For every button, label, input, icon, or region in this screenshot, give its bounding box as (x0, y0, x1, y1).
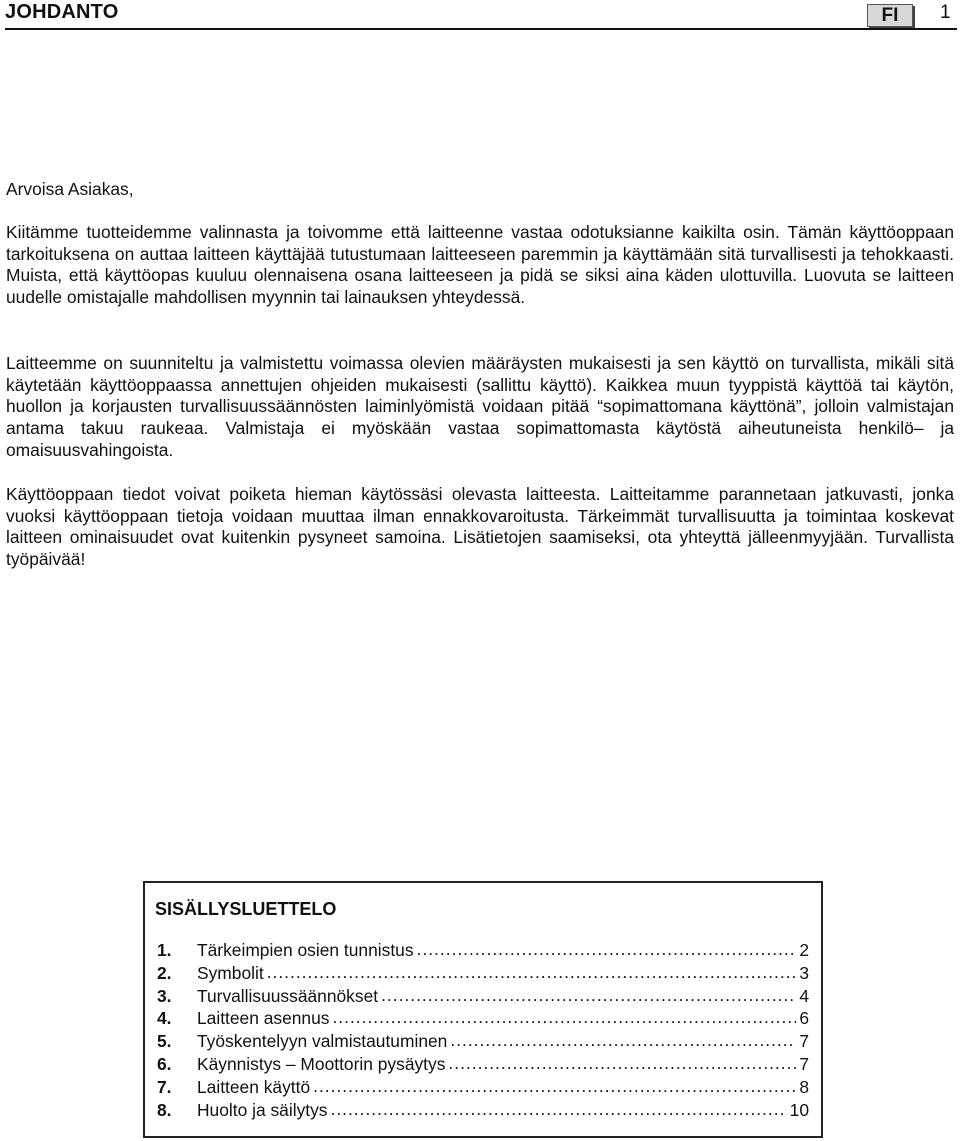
page-number: 1 (940, 2, 951, 23)
toc-item-page: 7 (799, 1053, 809, 1074)
toc-item-page: 2 (799, 940, 809, 960)
page-header (0, 0, 960, 34)
toc-item (157, 1031, 809, 1054)
toc-item-page: 3 (799, 962, 809, 983)
toc-item-page: 8 (799, 1076, 809, 1097)
toc-leader-dots (450, 1030, 796, 1051)
salutation: Arvoisa Asiakas, (6, 179, 134, 199)
toc-item-number: 3. (157, 985, 172, 1006)
toc-item-label: Laitteen käyttö (197, 1076, 311, 1097)
toc-item-page: 7 (799, 1031, 809, 1052)
toc-item-number: 2. (157, 962, 172, 983)
toc-item (157, 940, 809, 963)
toc-item (157, 986, 809, 1009)
toc-item (157, 1077, 809, 1100)
toc-leader-dots (448, 1053, 796, 1074)
toc-item-number: 7. (157, 1076, 172, 1097)
toc-item-page: 6 (799, 1008, 809, 1029)
toc-leader-dots (417, 939, 797, 960)
toc-item-number: 5. (157, 1031, 172, 1052)
language-badge: FI (867, 4, 913, 27)
toc-item-page: 4 (799, 985, 809, 1006)
toc-item-number: 8. (157, 1099, 172, 1120)
toc-item (157, 1054, 809, 1077)
intro-paragraph: Kiitämme tuotteidemme valinnasta ja toivomme että laitteenne vastaa odotuksianne kaikilta osin. Tämän käyttöoppaan tarkoituksena on auttaa laitteen käyttäjää tutustumaan laitteeseen paremmin ja käyttämään sitä turvallisesti ja tehokkaasti. Muista, että käyttöopas kuuluu olennaisena osana laitteeseen ja pidä se siksi aina käden ulottuvilla. Luovuta se laitteen uudelle omistajalle mahdollisen myynnin tai lainauksen yhteydessä. (6, 222, 954, 308)
toc-leader-dots (313, 1076, 796, 1097)
toc-item (157, 1100, 809, 1123)
header-divider (5, 28, 957, 30)
toc-leader-dots (332, 1007, 796, 1028)
toc-leader-dots (267, 962, 797, 983)
toc-leader-dots (381, 985, 796, 1006)
toc-item (157, 1008, 809, 1031)
safety-paragraph: Laitteemme on suunniteltu ja valmistettu voimassa olevien määräysten mukaisesti ja sen käyttö on turvallista, mikäli sitä käytetään käyttöoppaassa annettujen ohjeiden mukaisesti (sallittu käyttö). Kaikkea muun tyyppistä käyttöä tai käytön, huollon ja korjausten turvallisuussäännösten laiminlyömistä voidaan pitää “sopimattomana käyttönä”, jolloin valmistajan antama takuu raukeaa. Valmistaja ei myöskään vastaa sopimattomasta käytöstä aiheutuneista henkilö– ja omaisuusvahingoista. (6, 353, 954, 460)
toc-item-page: 10 (789, 1099, 809, 1120)
toc-item-label: Laitteen asennus (197, 1008, 330, 1029)
toc-item-number: 6. (157, 1053, 172, 1074)
toc-item-number: 4. (157, 1008, 172, 1029)
toc-list (157, 940, 809, 1122)
toc-item (157, 963, 809, 986)
toc-item-label: Työskentelyyn valmistautuminen (197, 1031, 448, 1052)
toc-title: SISÄLLYSLUETTELO (155, 899, 337, 919)
toc-leader-dots (330, 1099, 786, 1120)
toc-item-number: 1. (157, 940, 172, 960)
toc-item-label: Turvallisuussäännökset (197, 985, 379, 1006)
toc-item-label: Symbolit (197, 962, 264, 983)
toc-item-label: Käynnistys – Moottorin pysäytys (197, 1053, 446, 1074)
toc-item-label: Tärkeimpien osien tunnistus (197, 940, 414, 960)
toc-item-label: Huolto ja säilytys (197, 1099, 328, 1120)
notice-paragraph: Käyttöoppaan tiedot voivat poiketa hieman käytössäsi olevasta laitteesta. Laitteitamme parannetaan jatkuvasti, jonka vuoksi käyttöoppaan tietoja voidaan muuttaa ilman ennakkovaroitusta. Tärkeimmät turvallisuutta ja toimintaa koskevat laitteen ominaisuudet ovat kuitenkin pysyneet samoina. Lisätietojen saamiseksi, ota yhteyttä jälleenmyyjään. Turvallista työpäivää! (6, 484, 954, 570)
table-of-contents (143, 881, 823, 1138)
section-title: JOHDANTO (5, 1, 119, 23)
